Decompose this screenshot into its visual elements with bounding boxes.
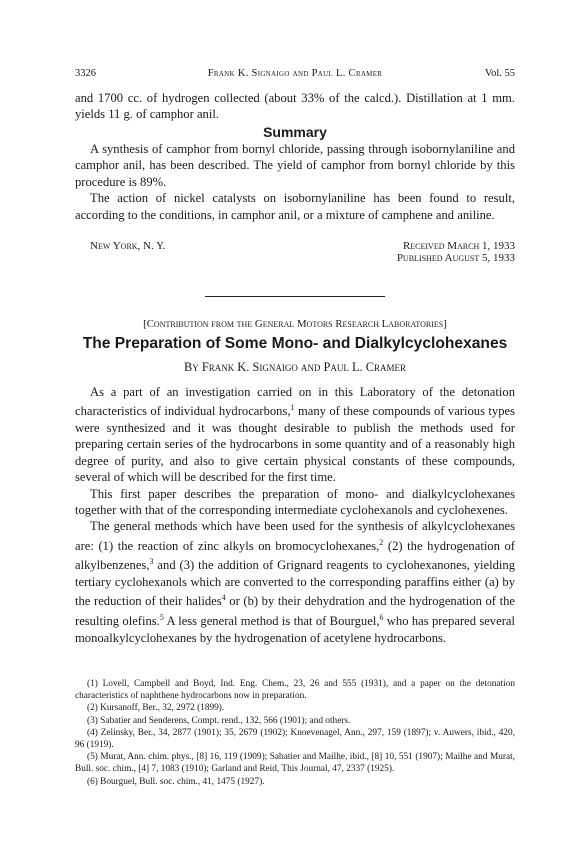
- footnote: (2) Kursanoff, Ber., 32, 2972 (1899).: [87, 703, 225, 714]
- body-paragraph: As a part of an investigation carried on in this Laboratory of the detonation characteristics of individual hydrocarbons,$^1$ many of these compounds of various types were synthesized and it was thought desirable to publish the methods used for preparing certain series of the hydrocarbons in some quantity and of a reasonably high degree of purity, and also to give certain physical constants of these compounds, several of which will be described for the first time.: [75, 385, 515, 485]
- body-paragraph: The general methods which have been used for the synthesis of alkylcyclohexanes are: (1) the reaction of zinc alkyls on bromocyclohexanes,$^2$ (2) the hydrogenation of alkylbenzenes,$^3$ and (3) the addition of Grignard reagents to cyclohexanones, yielding tertiary cyclohexanols which are converted to the corresponding paraffins either (a) by the reduction of their halides$^4$ or (b) by their dehydration and the hydrogenation of the resulting olefins.$^5$ A less general method is that of Bourguel,$^6$ who has prepared several monoalkylcyclohexanes by the hydrogenation of acetylene hydrocarbons.: [75, 519, 515, 645]
- footnote-ref: 6: [379, 613, 384, 623]
- footnote-ref: 3: [149, 557, 154, 567]
- published-date: Published August 5, 1933: [396, 252, 515, 264]
- location: New York, N. Y.: [90, 240, 166, 252]
- summary-paragraph: A synthesis of camphor from bornyl chloride, passing through isobornylaniline and camphor anil, has been described. The yield of camphor from bornyl chloride by this procedure is 89%.: [75, 142, 515, 189]
- byline: By Frank K. Signaigo and Paul L. Cramer: [183, 360, 407, 374]
- running-header: [75, 68, 515, 82]
- summary-heading: Summary: [263, 124, 327, 140]
- article-body: [75, 384, 515, 646]
- footnote: (3) Sabatier and Senderens, Compt. rend., 132, 566 (1901); and others.: [87, 715, 351, 726]
- volume-label: Vol. 55: [484, 68, 515, 79]
- footnote: (5) Murat, Ann. chim. phys., [8] 16, 119 (1909); Sabatier and Mailhe, ibid., [8] 10, 551 (1907); Mailhe and Murat, Bull. soc. chim., [4] 7, 1083 (1910); Garland and Reid, This Journal, 47, 2337 (1925).: [75, 752, 515, 775]
- footnote-ref: 4: [221, 593, 226, 603]
- summary-body: [75, 141, 515, 223]
- footnote: (1) Lovell, Campbell and Boyd, Ind. Eng. Chem., 23, 26 and 555 (1931), and a paper on the detonation characteristics of naphthene hydrocarbons now in preparation.: [75, 679, 515, 702]
- section-divider: [205, 296, 385, 297]
- article-dateline: [90, 240, 515, 266]
- article-title: The Preparation of Some Mono- and Dialkylcyclohexanes: [82, 335, 508, 352]
- footnotes: [75, 678, 515, 788]
- carryover-text: [75, 90, 515, 123]
- footnote: (4) Zelinsky, Ber., 34, 2877 (1901); 35, 2679 (1902); Knoevenagel, Ann., 297, 159 (1897); v. Auwers, ibid., 420, 96 (1919).: [75, 727, 515, 751]
- footnote-ref: 1: [290, 403, 295, 413]
- footnote-ref: 5: [159, 613, 164, 623]
- carryover-paragraph: and 1700 cc. of hydrogen collected (about 33% of the calcd.). Distillation at 1 mm. yields 11 g. of camphor anil.: [75, 91, 515, 122]
- footnote-ref: 2: [379, 537, 384, 547]
- received-published: [397, 240, 515, 264]
- running-title: Frank K. Signaigo and Paul L. Cramer: [207, 68, 383, 79]
- summary-paragraph: The action of nickel catalysts on isobornylaniline has been found to result, according to the conditions, in camphor anil, or a mixture of camphene and aniline.: [75, 191, 515, 222]
- body-paragraph: This first paper describes the preparation of mono- and dialkylcyclohexanes together with that of the corresponding intermediate cyclohexanols and cyclohexenes.: [75, 486, 515, 518]
- page-number: 3326: [75, 68, 96, 79]
- received-date: Received March 1, 1933: [402, 240, 515, 252]
- contribution-line: [Contribution from the General Motors Research Laboratories]: [143, 318, 447, 330]
- footnote: (6) Bourguel, Bull. soc. chim., 41, 1475 (1927).: [87, 776, 265, 787]
